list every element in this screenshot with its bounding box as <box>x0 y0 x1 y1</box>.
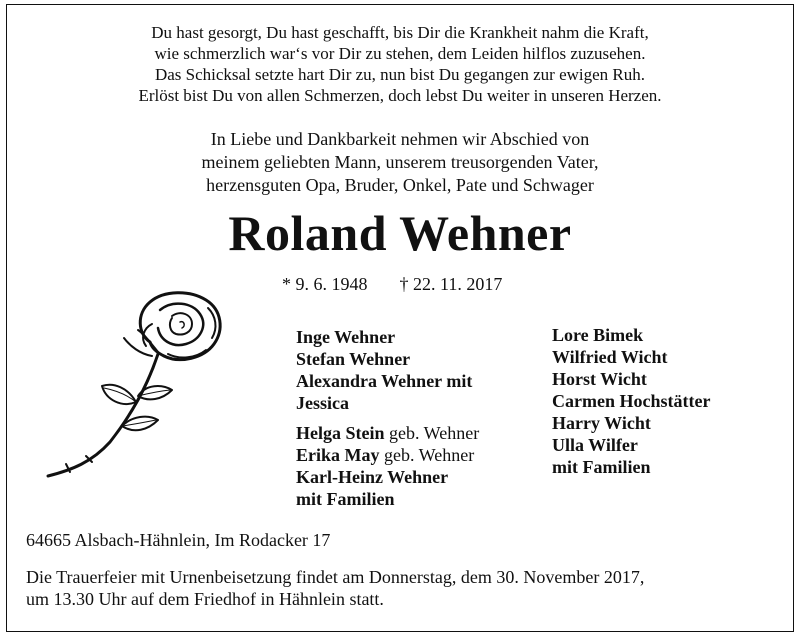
mourner-address: 64665 Alsbach-Hähnlein, Im Rodacker 17 <box>26 530 331 550</box>
ceremony-info <box>26 566 644 610</box>
mourners-right <box>552 324 710 478</box>
mourner-name: Inge Wehner <box>296 327 396 347</box>
farewell-line: herzensguten Opa, Bruder, Onkel, Pate und Schwager <box>206 175 594 195</box>
farewell-text <box>0 128 800 197</box>
mourner-name: Horst Wicht <box>552 369 647 389</box>
mourner-name: Jessica <box>296 393 349 413</box>
mourner-note: geb. Wehner <box>384 423 480 443</box>
poem <box>0 22 800 106</box>
mourners-left <box>296 326 479 510</box>
rose-drawing-icon <box>40 284 230 484</box>
mourner-name: Ulla Wilfer <box>552 435 638 455</box>
poem-line: Das Schicksal setzte hart Dir zu, nun bist Du gegangen zur ewigen Ruh. <box>154 65 646 84</box>
mourner-name: mit Familien <box>296 489 395 509</box>
life-dates <box>282 273 502 295</box>
mourner-name: Helga Stein <box>296 423 385 443</box>
poem-line: Erlöst bist Du von allen Schmerzen, doch lebst Du weiter in unseren Herzen. <box>138 86 662 105</box>
mourner-group <box>296 422 479 510</box>
mourner-name: Carmen Hochstätter <box>552 391 711 411</box>
mourner-note: geb. Wehner <box>379 445 475 465</box>
mourner-name: mit Familien <box>552 457 651 477</box>
mourner-name: Harry Wicht <box>552 413 651 433</box>
farewell-line: meinem geliebten Mann, unserem treusorgenden Vater, <box>201 152 599 172</box>
mourner-name: Stefan Wehner <box>296 349 411 369</box>
ceremony-line: Die Trauerfeier mit Urnenbeisetzung findet am Donnerstag, dem 30. November 2017, <box>26 567 645 587</box>
death-date: † 22. 11. 2017 <box>399 274 503 294</box>
mourner-entry <box>296 422 479 444</box>
mourner-name: Wilfried Wicht <box>552 347 668 367</box>
mourner-entry <box>296 444 479 466</box>
mourner-name: Lore Bimek <box>552 325 644 345</box>
mourner-entry <box>296 488 479 510</box>
mourner-name: Alexandra Wehner mit <box>296 371 473 391</box>
ceremony-line: um 13.30 Uhr auf dem Friedhof in Hähnlein statt. <box>26 589 384 609</box>
poem-line: wie schmerzlich war‘s vor Dir zu stehen, dem Leiden hilflos zuzusehen. <box>154 44 646 63</box>
mourner-entry <box>296 466 479 488</box>
deceased-name: Roland Wehner <box>228 205 572 261</box>
birth-date: * 9. 6. 1948 <box>282 274 368 294</box>
farewell-line: In Liebe und Dankbarkeit nehmen wir Abschied von <box>210 129 590 149</box>
mourner-name: Karl-Heinz Wehner <box>296 467 449 487</box>
mourner-name: Erika May <box>296 445 380 465</box>
poem-line: Du hast gesorgt, Du hast geschafft, bis Dir die Krankheit nahm die Kraft, <box>151 23 649 42</box>
